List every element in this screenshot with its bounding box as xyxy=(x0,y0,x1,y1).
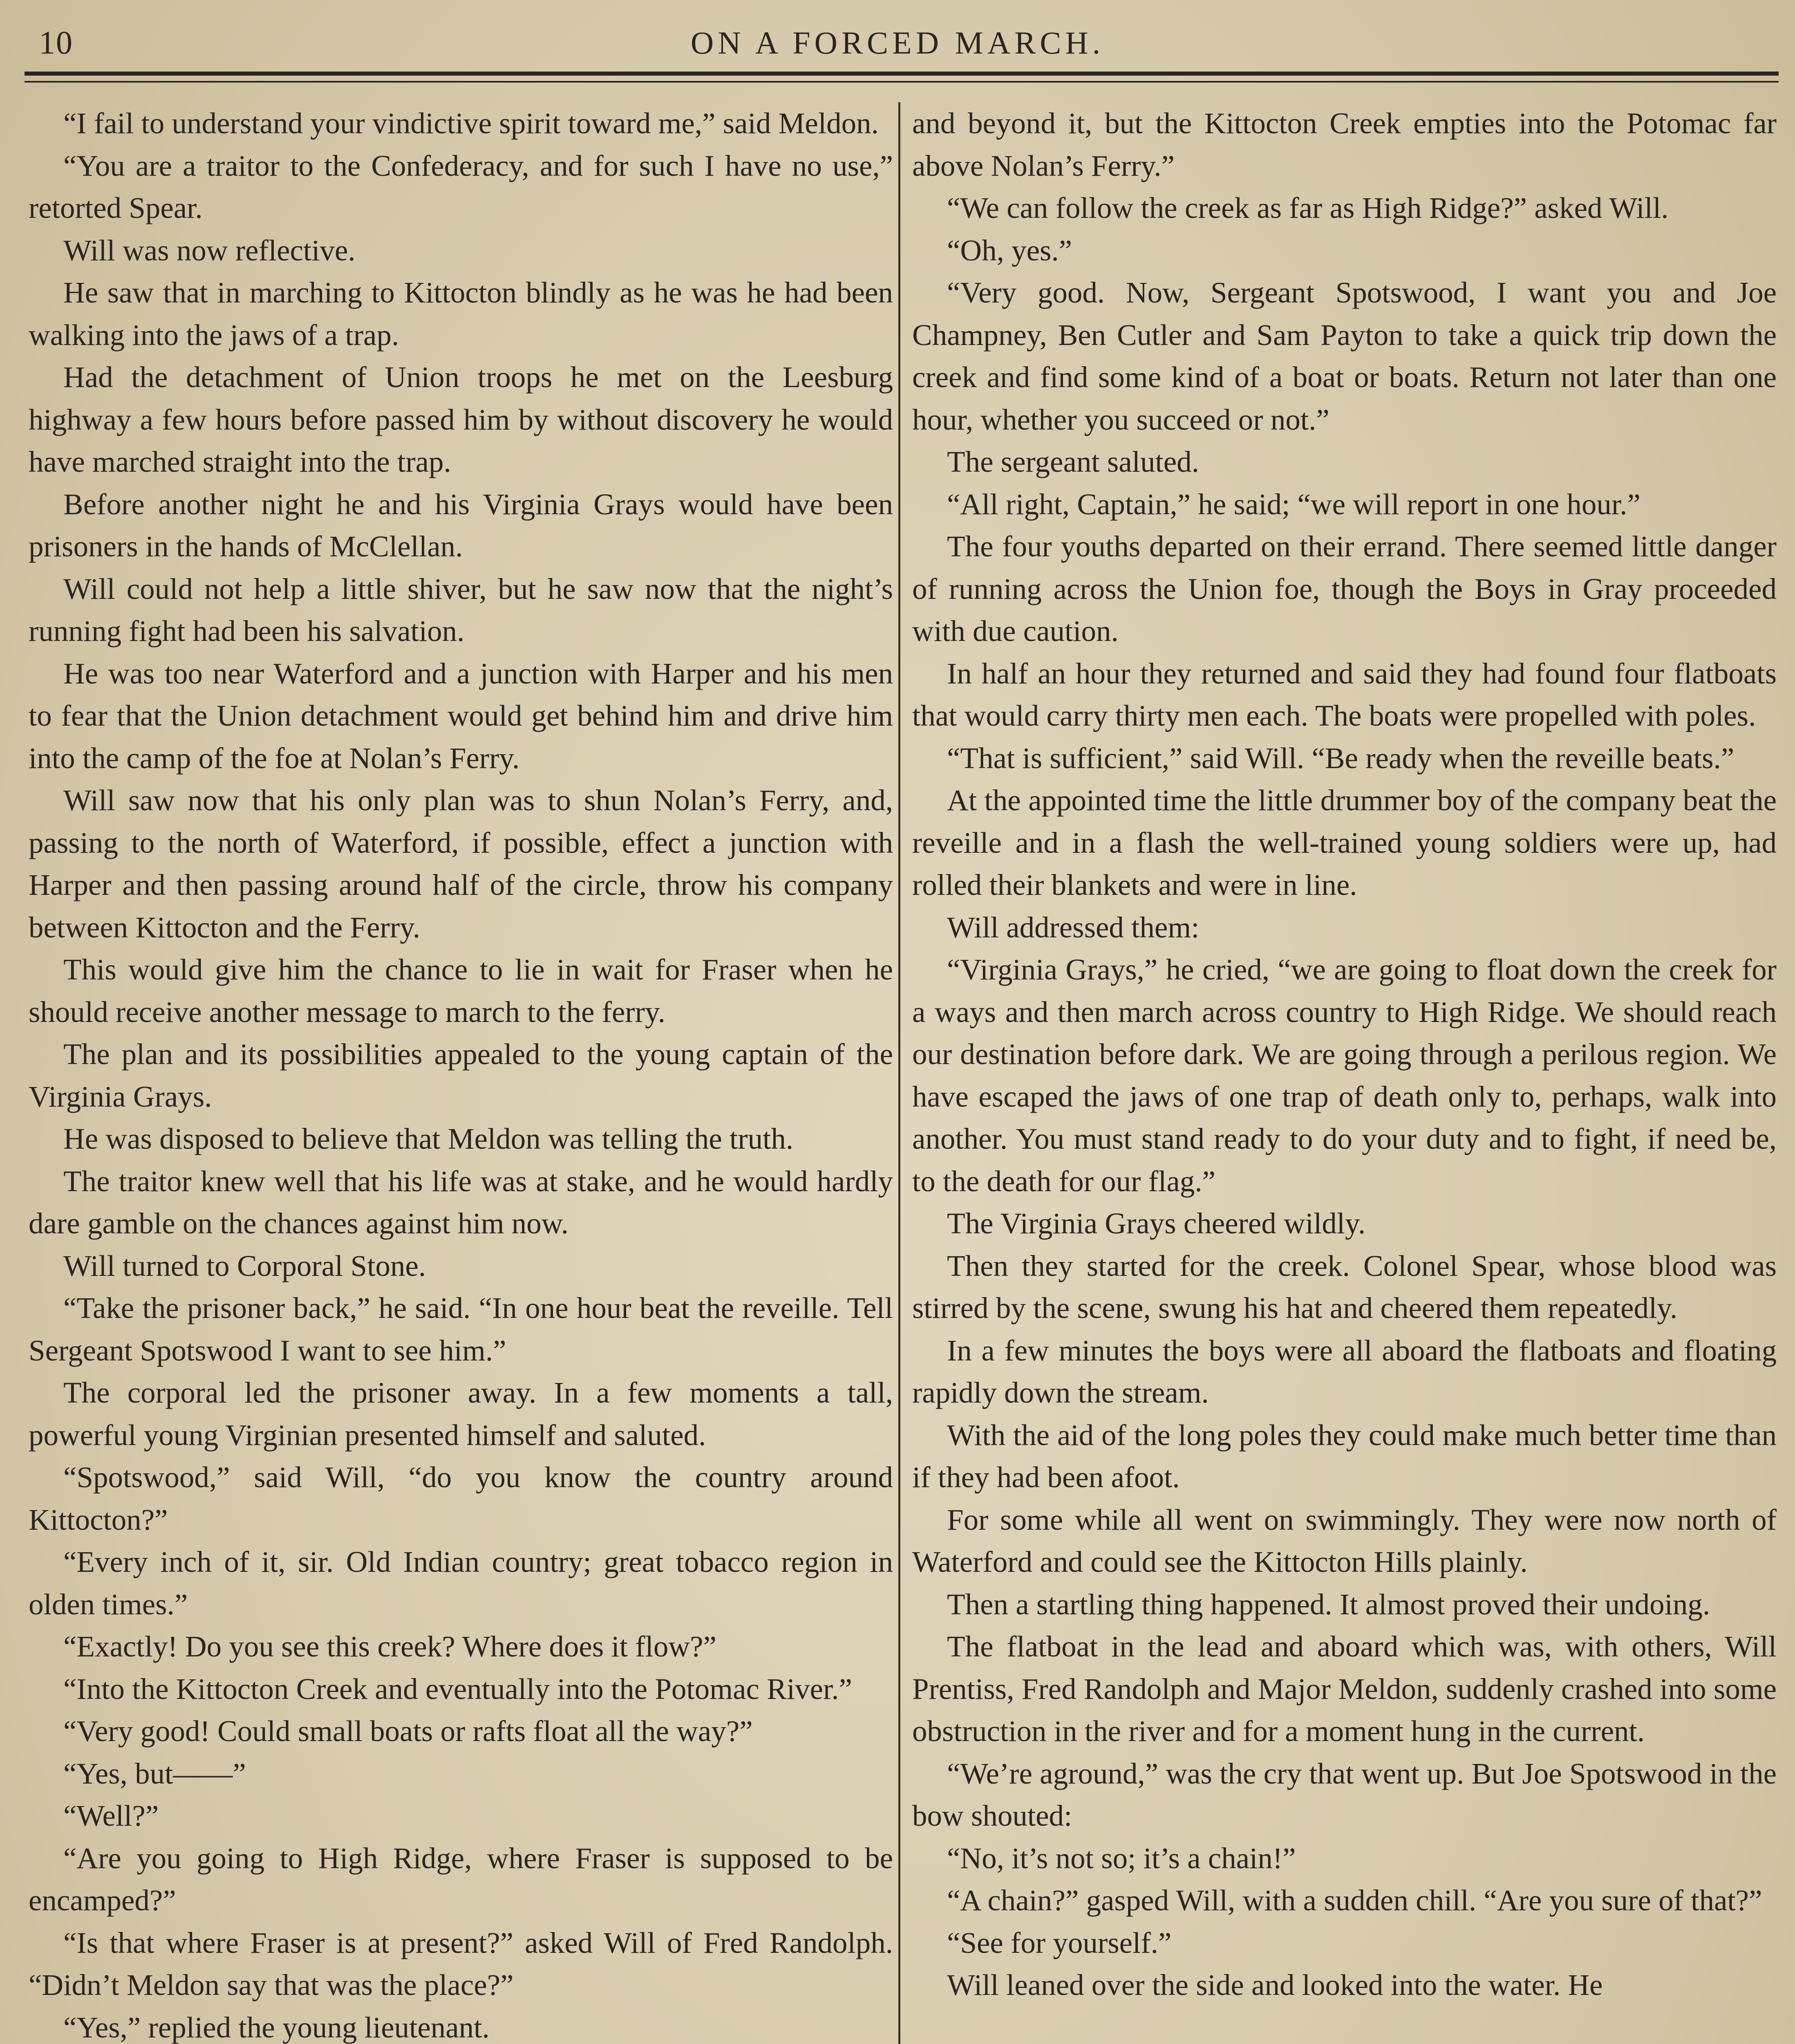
paragraph: The sergeant saluted. xyxy=(947,445,1199,478)
paragraph: Will leaned over the side and looked into the water. He xyxy=(947,1968,1603,2001)
paragraph: In a few minutes the boys were all aboard the flatboats and floating rapidly down the stream. xyxy=(912,1334,1777,1409)
header-rule-thick xyxy=(25,72,1779,76)
paragraph: “Take the prisoner back,” he said. “In one hour beat the reveille. Tell Sergeant Spotswood I want to see him.” xyxy=(29,1291,893,1367)
paragraph: Had the detachment of Union troops he met on the Leesburg highway a few hours before passed him by without discovery he would have marched straight into the trap. xyxy=(29,361,893,478)
paragraph: “Virginia Grays,” he cried, “we are going to float down the creek for a ways and then march across country to High Ridge. We should reach our destination before dark. We are going through a perilous region. We have escaped the jaws of one trap of death only to, perhaps, walk into another. You must stand ready to do your duty and to fight, if need be, to the death for our flag.” xyxy=(912,953,1777,1198)
running-title: ON A FORCED MARCH. xyxy=(690,25,1105,61)
paragraph: “A chain?” gasped Will, with a sudden chill. “Are you sure of that?” xyxy=(947,1884,1762,1917)
paragraph: Will turned to Corporal Stone. xyxy=(63,1249,426,1282)
paragraph: and beyond it, but the Kittocton Creek empties into the Potomac far above Nolan’s Ferry.” xyxy=(912,107,1777,182)
paragraph: For some while all went on swimmingly. They were now north of Waterford and could see the Kittocton Hills plainly. xyxy=(912,1503,1777,1578)
paragraph: In half an hour they returned and said they had found four flatboats that would carry thirty men each. The boats were propelled with poles. xyxy=(912,657,1777,732)
paragraph: “Yes,” replied the young lieutenant. xyxy=(63,2010,490,2044)
paragraph: “Oh, yes.” xyxy=(947,233,1072,267)
paragraph: The four youths departed on their errand. There seemed little danger of running across the Union foe, though the Boys in Gray proceeded with due caution. xyxy=(912,530,1777,648)
paragraph: “You are a traitor to the Confederacy, and for such I have no use,” retorted Spear. xyxy=(29,149,893,224)
paragraph: Then they started for the creek. Colonel Spear, whose blood was stirred by the scene, swung his hat and cheered them repeatedly. xyxy=(912,1249,1777,1325)
page-number: 10 xyxy=(39,25,73,61)
paragraph: Before another night he and his Virginia Grays would have been prisoners in the hands of McClellan. xyxy=(29,487,893,563)
paragraph: “Spotswood,” said Will, “do you know the country around Kittocton?” xyxy=(29,1461,893,1536)
paragraph: Then a startling thing happened. It almost proved their undoing. xyxy=(947,1587,1710,1621)
paragraph: “No, it’s not so; it’s a chain!” xyxy=(947,1841,1296,1875)
page-header xyxy=(0,8,1795,69)
paragraph: The Virginia Grays cheered wildly. xyxy=(947,1207,1366,1240)
left-column xyxy=(29,102,893,2044)
paragraph: “Well?” xyxy=(63,1799,159,1832)
paragraph: “Exactly! Do you see this creek? Where does it flow?” xyxy=(63,1630,716,1663)
paragraph: He was disposed to believe that Meldon was telling the truth. xyxy=(63,1122,794,1155)
paragraph: “Into the Kittocton Creek and eventually into the Potomac River.” xyxy=(63,1672,852,1706)
paragraph: At the appointed time the little drummer boy of the company beat the reveille and in a flash the well-trained young soldiers were up, had rolled their blankets and were in line. xyxy=(912,784,1777,901)
paragraph: Will could not help a little shiver, but he saw now that the night’s running fight had been his salvation. xyxy=(29,572,893,648)
paragraph: “We’re aground,” was the cry that went up. But Joe Spotswood in the bow shouted: xyxy=(912,1757,1777,1832)
paragraph: He was too near Waterford and a junction with Harper and his men to fear that the Union detachment would get behind him and drive him into the camp of the foe at Nolan’s Ferry. xyxy=(29,657,893,775)
paragraph: The plan and its possibilities appealed to the young captain of the Virginia Grays. xyxy=(29,1038,893,1113)
paragraph: Will was now reflective. xyxy=(63,233,356,267)
paragraph: “Very good. Now, Sergeant Spotswood, I want you and Joe Champney, Ben Cutler and Sam Payton to take a quick trip down the creek and find some kind of a boat or boats. Return not later than one hour, whether you succeed or not.” xyxy=(912,276,1777,436)
paragraph: “Are you going to High Ridge, where Fraser is supposed to be encamped?” xyxy=(29,1841,893,1917)
paragraph: Will saw now that his only plan was to shun Nolan’s Ferry, and, passing to the north of Waterford, if possible, effect a junction with Harper and then passing around half of the circle, throw his company between Kittocton and the Ferry. xyxy=(29,784,893,944)
paragraph: “See for yourself.” xyxy=(947,1926,1172,1959)
paragraph: “We can follow the creek as far as High Ridge?” asked Will. xyxy=(947,191,1669,224)
header-rule-thin xyxy=(25,81,1779,83)
paragraph: The flatboat in the lead and aboard which was, with others, Will Prentiss, Fred Randolph and Major Meldon, suddenly crashed into some obstruction in the river and for a moment hung in the current. xyxy=(912,1630,1777,1748)
paragraph: “Is that where Fraser is at present?” asked Will of Fred Randolph. “Didn’t Meldon say that was the place?” xyxy=(29,1926,893,2001)
paragraph: The traitor knew well that his life was at stake, and he would hardly dare gamble on the chances against him now. xyxy=(29,1164,893,1240)
paragraph: “Very good! Could small boats or rafts float all the way?” xyxy=(63,1715,753,1748)
paragraph: “Every inch of it, sir. Old Indian country; great tobacco region in olden times.” xyxy=(29,1545,893,1621)
paragraph: “All right, Captain,” he said; “we will report in one hour.” xyxy=(947,487,1641,521)
paragraph: This would give him the chance to lie in wait for Fraser when he should receive another message to march to the ferry. xyxy=(29,953,893,1029)
paragraph: Will addressed them: xyxy=(947,910,1200,944)
paragraph: With the aid of the long poles they could make much better time than if they had been afoot. xyxy=(912,1418,1777,1494)
paragraph: “That is sufficient,” said Will. “Be ready when the reveille beats.” xyxy=(947,741,1735,775)
paragraph: The corporal led the prisoner away. In a few moments a tall, powerful young Virginian presented himself and saluted. xyxy=(29,1376,893,1452)
paragraph: “I fail to understand your vindictive spirit toward me,” said Meldon. xyxy=(63,107,879,140)
paragraph: He saw that in marching to Kittocton blindly as he was he had been walking into the jaws of a trap. xyxy=(29,276,893,352)
column-divider xyxy=(898,102,900,2044)
paragraph: “Yes, but——” xyxy=(63,1757,246,1790)
right-column xyxy=(912,102,1777,2006)
